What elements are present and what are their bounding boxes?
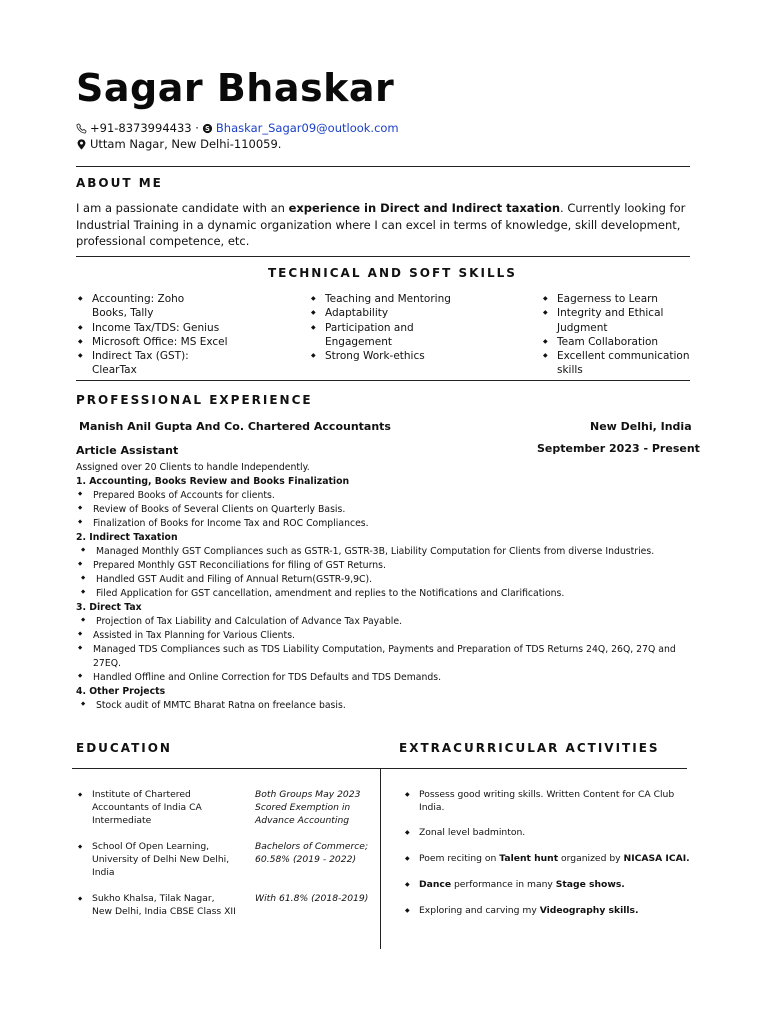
duty-item: ◆ Review of Books of Several Clients on Quarterly Basis. bbox=[93, 504, 345, 515]
duty-item: ◆ Managed Monthly GST Compliances such as GSTR-1, GSTR-3B, Liability Computation for Clients from diverse Industries. bbox=[96, 546, 654, 557]
education-detail: Both Groups May 2023 Scored Exemption in Advance Accounting bbox=[255, 789, 361, 826]
education-detail: With 61.8% (2018-2019) bbox=[255, 893, 369, 904]
section-title: 4. Other Projects bbox=[76, 686, 166, 697]
skill-item: ◆ Indirect Tax (GST): ClearTax bbox=[78, 349, 228, 378]
duty-item: ◆ Stock audit of MMTC Bharat Ratna on freelance basis. bbox=[96, 700, 346, 711]
education-institution: Institute of Chartered Accountants of India CA Intermediate bbox=[92, 789, 202, 826]
education-institution: School Of Open Learning, University of Delhi New Delhi, India bbox=[92, 841, 230, 878]
extracurricular-list bbox=[405, 788, 690, 917]
skills-column-3 bbox=[543, 292, 693, 378]
education-institution: Sukho Khalsa, Tilak Nagar, New Delhi, India CBSE Class XII bbox=[92, 893, 236, 917]
company-location: New Delhi, India bbox=[590, 420, 692, 433]
skill-item: ◆ Strong Work-ethics bbox=[311, 349, 461, 363]
skype-icon bbox=[202, 123, 213, 134]
education-heading: EDUCATION bbox=[76, 741, 172, 755]
education-item: ◆ Sukho Khalsa, Tilak Nagar, New Delhi, India CBSE Class XII bbox=[78, 893, 236, 917]
duty-item: ◆ Handled Offline and Online Correction for TDS Defaults and TDS Demands. bbox=[93, 672, 441, 683]
duty-item: ◆ Projection of Tax Liability and Calculation of Advance Tax Payable. bbox=[96, 616, 402, 627]
skill-item: ◆ Integrity and Ethical Judgment bbox=[543, 306, 672, 335]
skills-heading: TECHNICAL AND SOFT SKILLS bbox=[268, 266, 517, 280]
about-paragraph: I am a passionate candidate with an experience in Direct and Indirect taxation. Currently looking for Industrial Training in a dynamic organization where I can excel in terms of knowledge, skill development, professional competence, etc. bbox=[76, 201, 686, 248]
svg-text:S: S bbox=[204, 124, 210, 133]
activity-item: ◆ Exploring and carving my Videography skills. bbox=[405, 904, 690, 917]
phone-icon bbox=[76, 123, 87, 134]
phone-number: +91-8373994433 · bbox=[90, 121, 199, 135]
skill-item: ◆ Microsoft Office: MS Excel bbox=[78, 335, 228, 349]
activity-item: ◆ Dance performance in many Stage shows. bbox=[405, 878, 690, 891]
skill-item: ◆ Eagerness to Learn bbox=[543, 292, 693, 306]
duty-item-continued: 27EQ. bbox=[93, 658, 121, 669]
education-item: ◆ Institute of Chartered Accountants of India CA Intermediate bbox=[78, 789, 202, 826]
skill-item: ◆ Adaptability bbox=[311, 306, 461, 320]
skills-column-2 bbox=[311, 292, 461, 363]
location-pin-icon bbox=[76, 139, 87, 150]
duty-item: ◆ Prepared Monthly GST Reconciliations for filing of GST Returns. bbox=[93, 560, 386, 571]
activity-item: ◆ Zonal level badminton. bbox=[405, 826, 690, 839]
education-item: ◆ School Of Open Learning, University of Delhi New Delhi, India bbox=[78, 841, 230, 878]
section-title: 3. Direct Tax bbox=[76, 602, 142, 613]
experience-details bbox=[76, 462, 706, 722]
email-link[interactable]: Bhaskar_Sagar09@outlook.com bbox=[215, 121, 399, 135]
duty-item: ◆ Assisted in Tax Planning for Various Clients. bbox=[93, 630, 295, 641]
activity-item: ◆ Poem reciting on Talent hunt organized by NICASA ICAI. bbox=[405, 852, 690, 865]
skill-item: ◆ Teaching and Mentoring bbox=[311, 292, 461, 306]
resume-name: Sagar Bhaskar bbox=[76, 66, 395, 110]
experience-intro: Assigned over 20 Clients to handle Independently. bbox=[76, 462, 310, 473]
contact-line bbox=[76, 121, 399, 135]
divider bbox=[76, 166, 690, 167]
skill-item: ◆ Accounting: Zoho Books, Tally bbox=[78, 292, 222, 321]
column-divider bbox=[380, 768, 381, 949]
address-text: Uttam Nagar, New Delhi-110059. bbox=[90, 137, 282, 151]
duty-item: ◆ Filed Application for GST cancellation, amendment and replies to the Notifications and Clarifications. bbox=[96, 588, 564, 599]
duty-item: ◆ Prepared Books of Accounts for clients. bbox=[93, 490, 275, 501]
activity-item: ◆ Possess good writing skills. Written Content for CA Club India. bbox=[405, 788, 689, 814]
job-role: Article Assistant bbox=[76, 444, 179, 457]
company-name: Manish Anil Gupta And Co. Chartered Accountants bbox=[79, 420, 391, 433]
skill-item: ◆ Excellent communication skills bbox=[543, 349, 702, 378]
section-title: 1. Accounting, Books Review and Books Finalization bbox=[76, 476, 350, 487]
skill-item: ◆ Team Collaboration bbox=[543, 335, 693, 349]
duty-item: ◆ Finalization of Books for Income Tax and ROC Compliances. bbox=[93, 518, 369, 529]
about-heading: ABOUT ME bbox=[76, 176, 163, 190]
skill-item: ◆ Participation and Engagement bbox=[311, 321, 420, 350]
job-period: September 2023 - Present bbox=[537, 442, 700, 455]
education-detail: Bachelors of Commerce; 60.58% (2019 - 2022) bbox=[255, 841, 369, 865]
duty-item: ◆ Handled GST Audit and Filing of Annual Return(GSTR-9,9C). bbox=[96, 574, 372, 585]
extracurricular-heading: EXTRACURRICULAR ACTIVITIES bbox=[399, 741, 660, 755]
duty-item: ◆ Managed TDS Compliances such as TDS Liability Computation, Payments and Preparation of TDS Returns 24Q, 26Q, 27Q and bbox=[93, 644, 676, 655]
address-line bbox=[76, 137, 281, 151]
skills-column-1 bbox=[78, 292, 228, 378]
section-title: 2. Indirect Taxation bbox=[76, 532, 178, 543]
divider bbox=[76, 256, 690, 257]
divider bbox=[76, 380, 690, 381]
skill-item: ◆ Income Tax/TDS: Genius bbox=[78, 321, 228, 335]
experience-heading: PROFESSIONAL EXPERIENCE bbox=[76, 393, 313, 407]
